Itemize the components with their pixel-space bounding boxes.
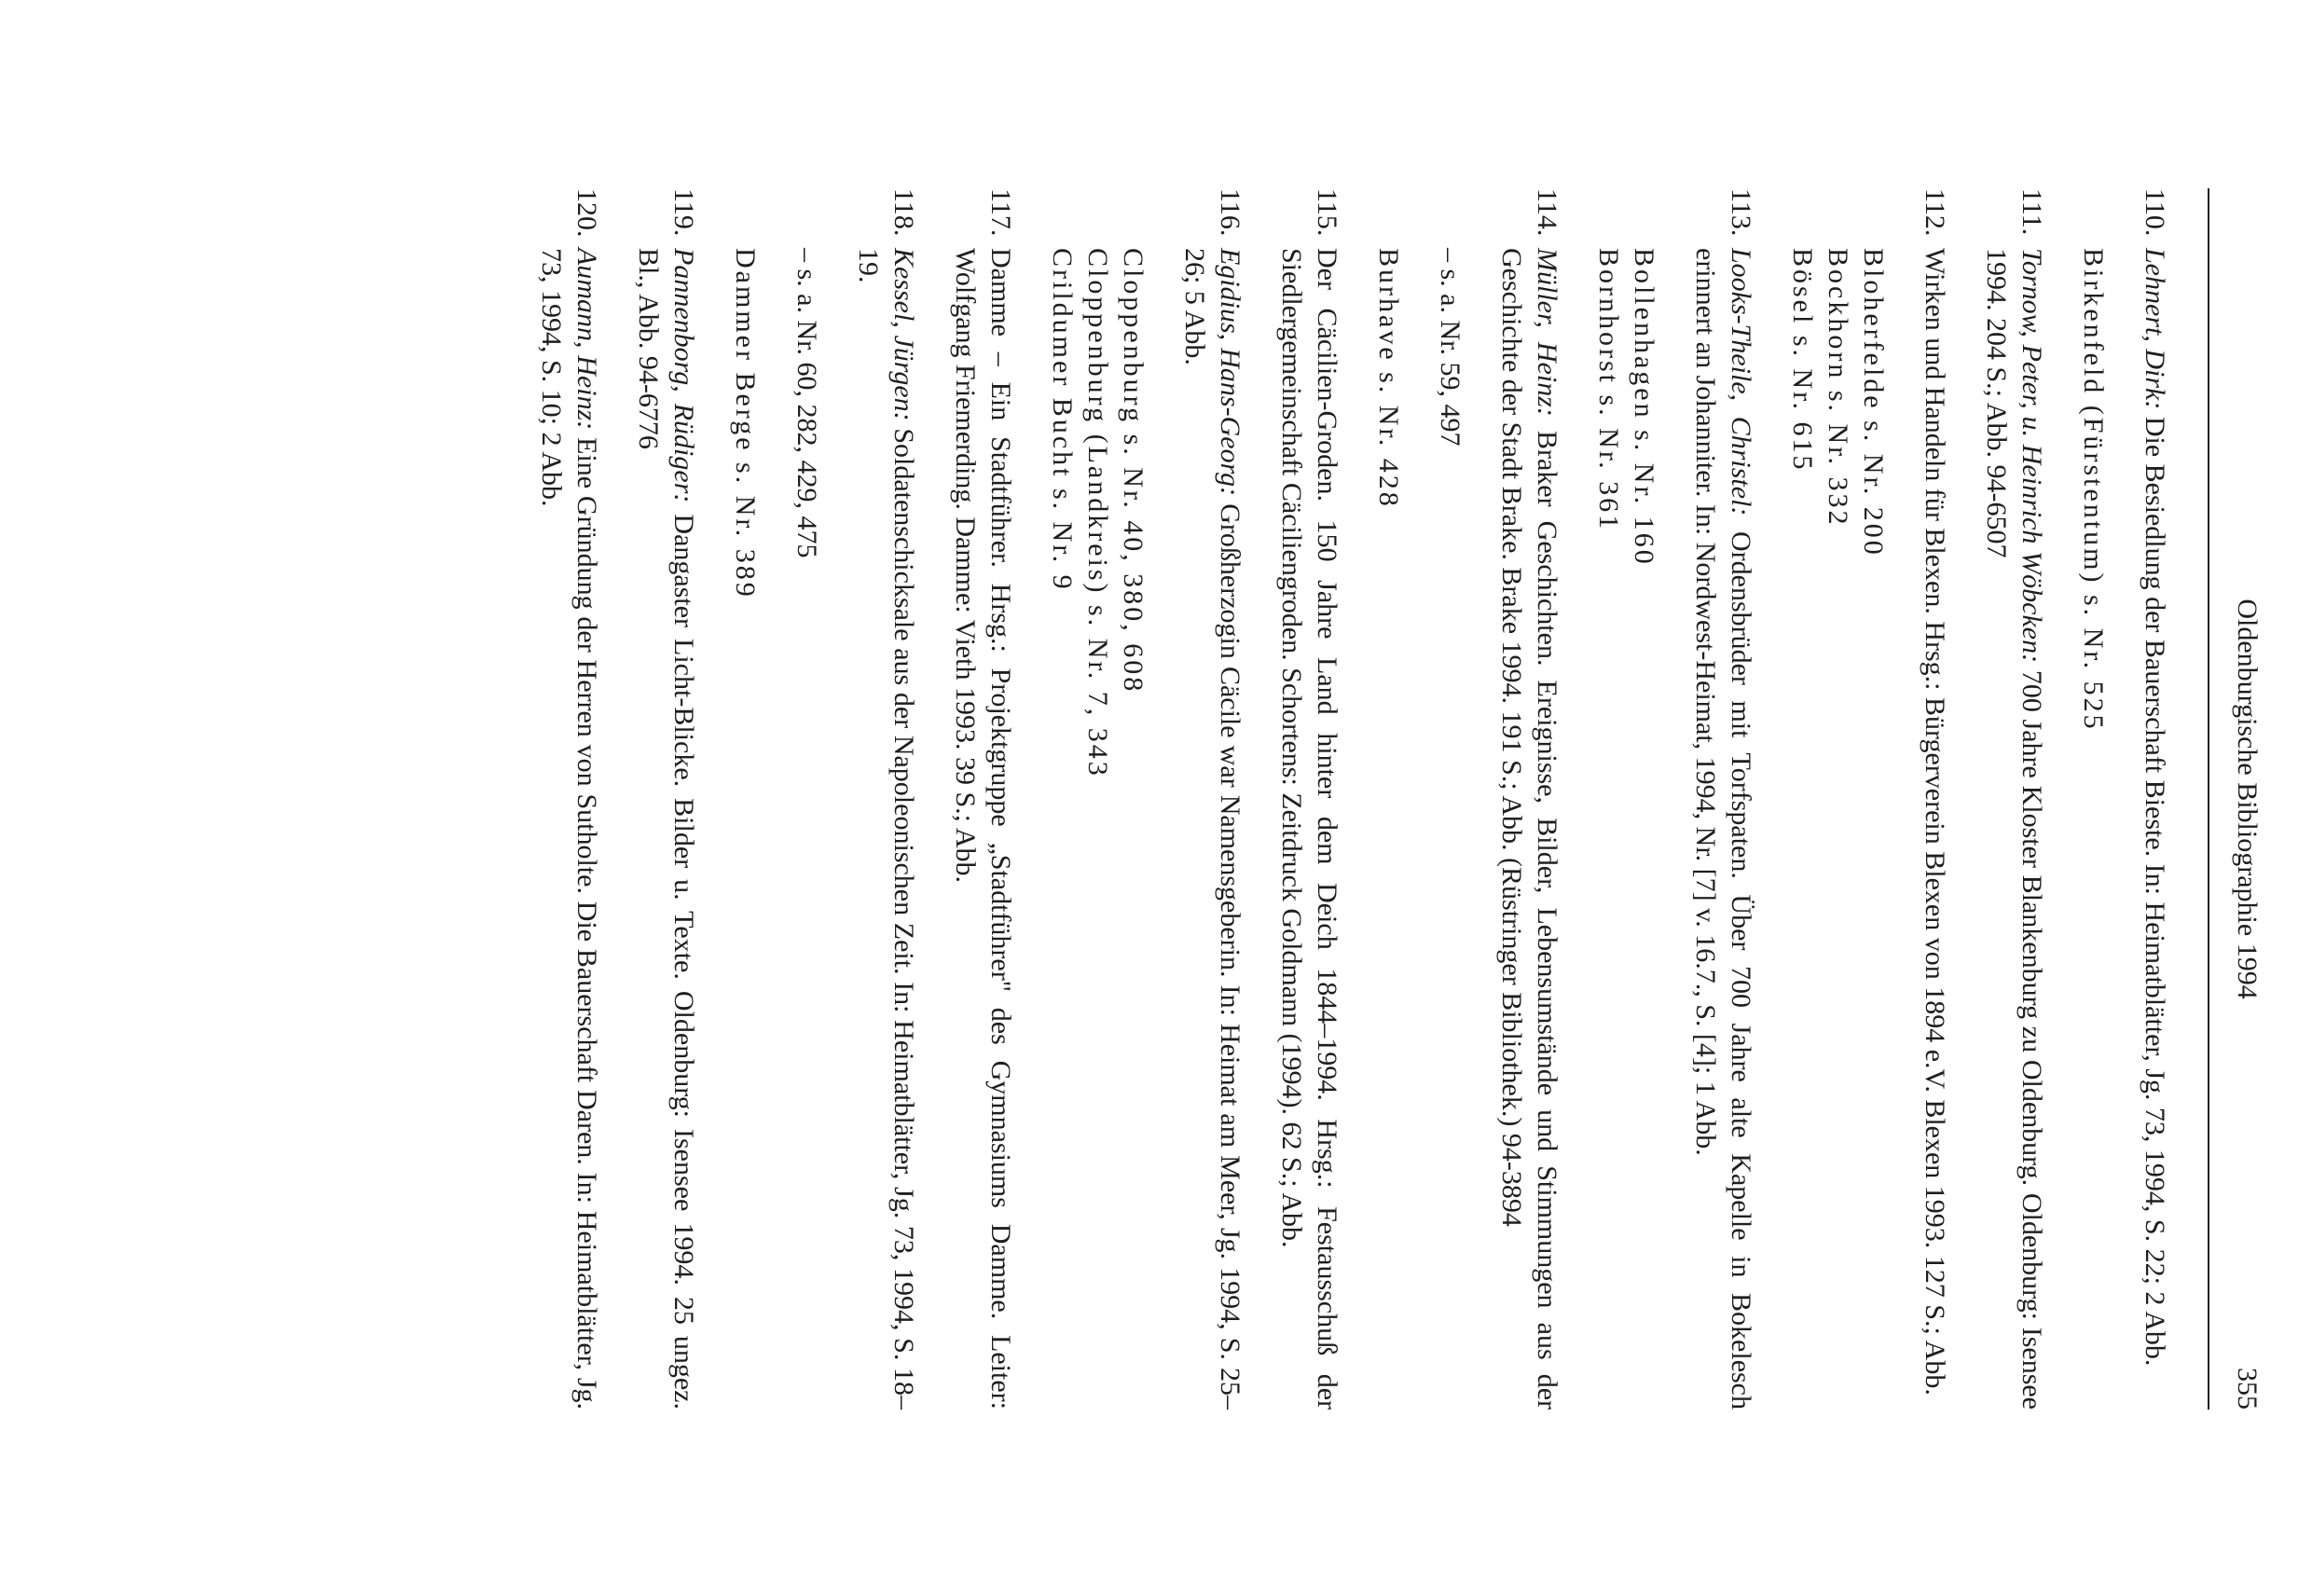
entry-body (1493, 248, 1564, 1410)
cross-reference-line: Bollenhagen s. Nr. 160 (1629, 248, 1659, 567)
entry-text: Damme – Ein Stadtführer. Hrsg.: Projektgruppe „Stadtführer" des Gymnasiums Damme. Leiter: Wolfgang Friemerding. Damme: Vieth 1993. 39 S.; Abb. (950, 248, 1016, 1410)
cross-reference-group (1044, 188, 1150, 1410)
cross-reference-line: Cloppenburg s. Nr. 40, 380, 608 (1118, 248, 1149, 695)
cross-reference-group (789, 188, 824, 1410)
cross-reference-line: Dammer Berge s. Nr. 389 (730, 248, 761, 599)
entry-number: 112. (1920, 188, 1950, 237)
entry-body (1917, 248, 1952, 1410)
entry-body (533, 248, 604, 1410)
cross-reference-line: Bornhorst s. Nr. 361 (1593, 248, 1624, 532)
bibliography-entry (630, 188, 701, 1410)
bibliography-entry (1273, 188, 1344, 1410)
cross-reference-group (1590, 188, 1661, 1410)
entry-author: Aumann, Heinz: (571, 248, 602, 431)
entry-text: Soldatenschicksale aus der Napoleonischen Zeit. In: Heimatblätter, Jg. 73, 1994, S. 18–19. (853, 248, 919, 1410)
cross-reference-group (1370, 188, 1406, 1410)
entry-number: 116. (1215, 188, 1245, 237)
page-title: Oldenburgische Bibliographie 1994 (2232, 598, 2263, 999)
bibliography-entry (1917, 188, 1952, 1410)
entry-text: Ordensbrüder mit Torfspaten. Über 700 Jahre alte Kapelle in Bokelesch erinnert an Johanniter. In: Nordwest-Heimat, 1994, Nr. [7] v. 16.7., S. [4]; 1 Abb. (1690, 248, 1756, 1410)
header-rule (2208, 188, 2209, 1410)
running-header (2226, 188, 2267, 1410)
entry-author: Kessel, Jürgen: (888, 248, 919, 421)
cross-reference-line: Burhave s. Nr. 428 (1373, 248, 1404, 509)
entry-author: Tornow, Peter, u. Heinrich Wöbcken: (2016, 248, 2047, 664)
cross-reference-group (2075, 188, 2111, 1410)
entry-body (1273, 248, 1344, 1410)
cross-reference-group (1784, 188, 1891, 1410)
bibliography-entry (533, 188, 604, 1410)
entry-author: Looks-Theile, Christel: (1726, 248, 1756, 516)
bibliography-entry (1978, 188, 2049, 1410)
cross-reference-group (727, 188, 763, 1410)
cross-reference-line: Bösel s. Nr. 615 (1787, 248, 1818, 473)
entry-text: Braker Geschichten. Ereignisse, Bilder, Lebensumstände und Stimmungen aus der Geschichte der Stadt Brake. Brake 1994. 191 S.; Abb. (Rüstringer Bibliothek.) 94-3894 (1496, 248, 1562, 1410)
entry-author: Egidius, Hans-Georg: (1215, 248, 1245, 497)
entry-number: 113. (1726, 188, 1756, 237)
entry-author: Müller, Heinz: (1532, 248, 1562, 417)
entry-number: 117. (985, 188, 1016, 237)
bibliography-entry (947, 188, 1018, 1410)
entry-text: 700 Jahre Kloster Blankenburg zu Oldenburg. Oldenburg: Isensee 1994. 204 S.; Abb. 94-6507 (1981, 248, 2047, 1410)
entry-text: Wirken und Handeln für Blexen. Hrsg.: Bürgerverein Blexen von 1894 e.V. Blexen 1993. 127 S.; Abb. (1920, 248, 1950, 1396)
bibliography-entry (850, 188, 921, 1410)
cross-reference-line: Cloppenburg (Landkreis) s. Nr. 7, 343 (1082, 248, 1113, 778)
entry-text: Der Cäcilien-Groden. 150 Jahre Land hinter dem Deich 1844–1994. Hrsg.: Festausschuß der Siedlergemeinschaft Cäciliengroden. Schortens: Zeitdruck Goldmann (1994). 62 S.; Abb. (1276, 248, 1342, 1410)
entry-number: 111. (2016, 188, 2047, 236)
entry-body (947, 248, 1018, 1410)
entry-number: 118. (888, 188, 919, 237)
entry-body (1978, 248, 2049, 1410)
entry-body (1177, 248, 1247, 1410)
entry-body (1687, 248, 1758, 1410)
cross-reference-line: Birkenfeld (Fürstentum) s. Nr. 525 (2078, 248, 2109, 732)
entry-body (630, 248, 701, 1410)
entry-number: 114. (1532, 188, 1562, 237)
entry-number: 119. (668, 188, 699, 237)
page-number: 355 (2232, 1368, 2263, 1410)
entry-author: Pannenborg, Rüdiger: (668, 248, 699, 503)
bibliography-entry (1177, 188, 1247, 1410)
entry-text: Dangaster Licht-Blicke. Bilder u. Texte. Oldenburg: Isensee 1994. 25 ungez. Bl., Abb. 94-6776 (633, 248, 699, 1410)
entry-number: 120. (571, 188, 602, 238)
entry-text: Großherzogin Cäcile war Namensgeberin. In: Heimat am Meer, Jg. 1994, S. 25–26; 5 Abb. (1179, 248, 1245, 1410)
entry-text: Eine Gründung der Herren von Sutholte. Die Bauerschaft Daren. In: Heimatblätter, Jg. 73, 1994, S. 10; 2 Abb. (536, 248, 602, 1410)
entry-author: Lehnert, Dirk: (2140, 248, 2170, 410)
bibliography-entry (2137, 188, 2172, 1410)
cross-reference-line: Bloherfelde s. Nr. 200 (1858, 248, 1889, 557)
cross-reference-group (1432, 188, 1467, 1410)
entry-body (850, 248, 921, 1410)
cross-reference-line: – s. a. Nr. 59, 497 (1435, 248, 1466, 447)
entry-number: 110. (2140, 188, 2170, 237)
entry-body (2137, 248, 2172, 1410)
bibliography-entry (1687, 188, 1758, 1410)
bibliography-list (507, 188, 2172, 1410)
cross-reference-line: Crildumer Bucht s. Nr. 9 (1047, 248, 1078, 592)
bibliography-entry (1493, 188, 1564, 1410)
cross-reference-line: Bockhorn s. Nr. 332 (1823, 248, 1853, 528)
entry-number: 115. (1312, 188, 1342, 237)
cross-reference-line: – s. a. Nr. 60, 282, 429, 475 (791, 248, 822, 558)
entry-text: Die Besiedlung der Bauerschaft Bieste. In: Heimatblätter, Jg. 73, 1994, S. 22; 2 Abb. (2140, 416, 2170, 1367)
